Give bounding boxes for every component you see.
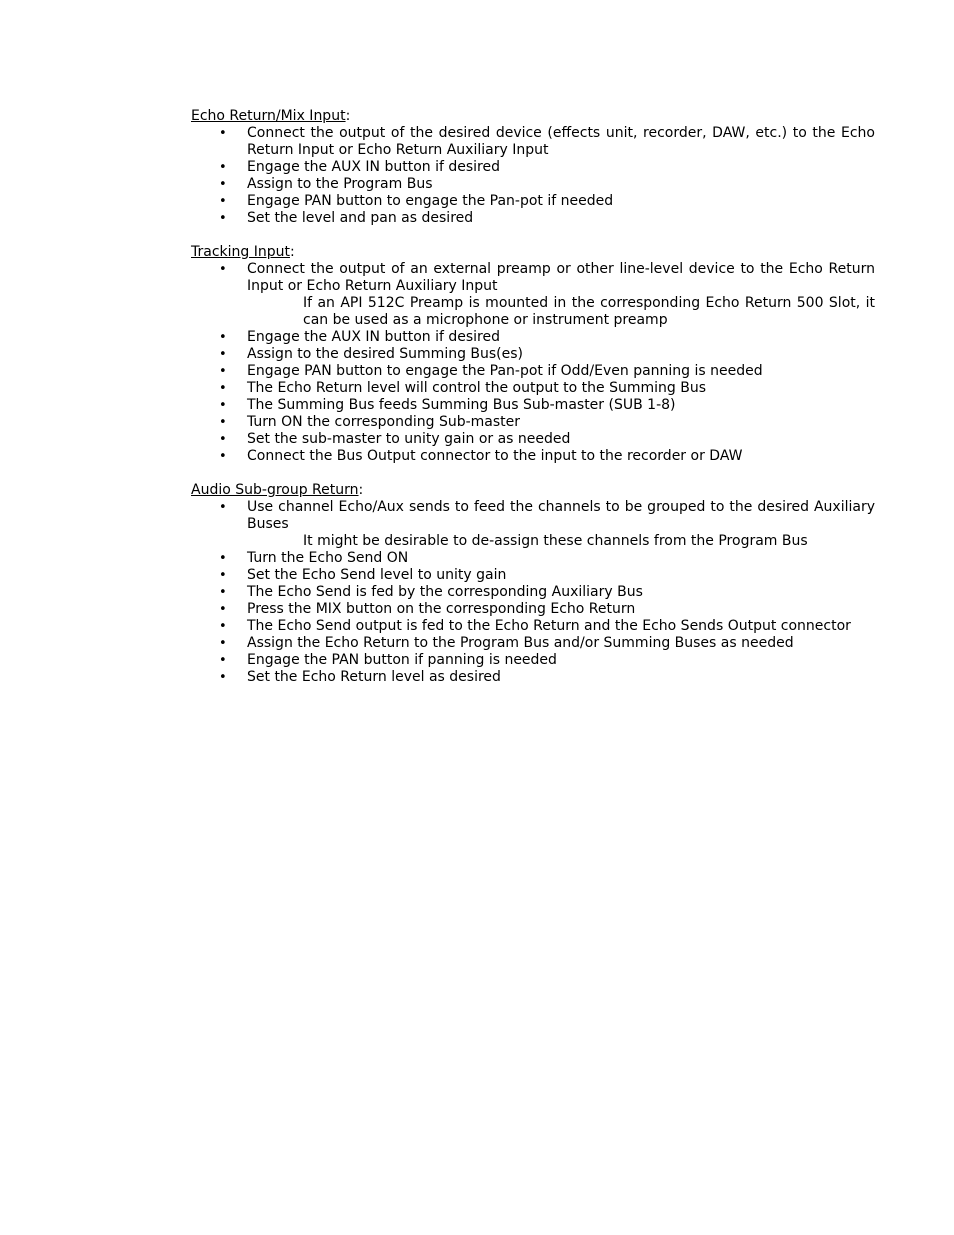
list-item [191, 397, 875, 414]
bullet-icon: • [219, 670, 227, 685]
item-text: Engage the PAN button if panning is needed [247, 652, 557, 668]
heading-colon: : [345, 108, 351, 124]
item-text: The Echo Return level will control the output to the Summing Bus [247, 380, 707, 396]
bullet-icon: • [219, 126, 227, 141]
list-item [191, 584, 875, 601]
item-text: Turn the Echo Send ON [247, 550, 409, 566]
bullet-icon: • [219, 653, 227, 668]
section-heading [191, 108, 875, 125]
section-heading [191, 244, 875, 261]
bullet-icon: • [219, 415, 227, 430]
item-text: Engage the AUX IN button if desired [247, 329, 501, 345]
item-text: Connect the output of an external preamp or other line-level device to the Echo Return Input or Echo Return Auxiliary Input [247, 261, 875, 294]
list-item [191, 329, 875, 346]
bullet-icon: • [219, 398, 227, 413]
list-item [191, 618, 875, 635]
list-item [191, 601, 875, 618]
list-item [191, 567, 875, 584]
item-text: The Echo Send output is fed to the Echo Return and the Echo Sends Output connector [247, 618, 851, 634]
item-text: Connect the Bus Output connector to the input to the recorder or DAW [247, 448, 743, 464]
item-text: Assign to the desired Summing Bus(es) [247, 346, 524, 362]
list-item [191, 125, 875, 159]
bullet-icon: • [219, 449, 227, 464]
section-heading [191, 482, 875, 499]
bullet-icon: • [219, 432, 227, 447]
item-text: Use channel Echo/Aux sends to feed the channels to be grouped to the desired Auxiliary Buses [247, 499, 875, 532]
bullet-icon: • [219, 330, 227, 345]
list-item [191, 669, 875, 686]
list-item [191, 550, 875, 567]
section-tracking-input [191, 244, 875, 465]
bullet-icon: • [219, 500, 227, 515]
item-text: Engage PAN button to engage the Pan-pot if Odd/Even panning is needed [247, 363, 763, 379]
item-text: Set the Echo Return level as desired [247, 669, 501, 685]
item-text: The Echo Send is fed by the corresponding Auxiliary Bus [247, 584, 643, 600]
bullet-icon: • [219, 551, 227, 566]
section-echo-return-mix-input [191, 108, 875, 227]
bullet-list [191, 125, 875, 227]
bullet-icon: • [219, 194, 227, 209]
item-text: Press the MIX button on the corresponding Echo Return [247, 601, 636, 617]
section-audio-sub-group-return [191, 482, 875, 686]
list-item [191, 346, 875, 363]
item-text: Set the level and pan as desired [247, 210, 474, 226]
bullet-icon: • [219, 160, 227, 175]
item-text: Engage PAN button to engage the Pan-pot if needed [247, 193, 614, 209]
bullet-icon: • [219, 619, 227, 634]
section-title: Tracking Input [191, 244, 290, 260]
list-item [191, 380, 875, 397]
bullet-icon: • [219, 636, 227, 651]
item-text: Set the Echo Send level to unity gain [247, 567, 507, 583]
list-item [191, 414, 875, 431]
item-note: If an API 512C Preamp is mounted in the corresponding Echo Return 500 Slot, it can be used as a microphone or instrument preamp [303, 295, 875, 328]
list-item [191, 499, 875, 550]
bullet-icon: • [219, 364, 227, 379]
heading-colon: : [358, 482, 364, 498]
list-item [191, 176, 875, 193]
list-item [191, 363, 875, 380]
bullet-icon: • [219, 177, 227, 192]
bullet-list [191, 261, 875, 465]
list-item [191, 635, 875, 652]
list-item [191, 159, 875, 176]
list-item [191, 431, 875, 448]
item-text: Set the sub-master to unity gain or as needed [247, 431, 571, 447]
bullet-icon: • [219, 602, 227, 617]
item-text: Assign the Echo Return to the Program Bus and/or Summing Buses as needed [247, 635, 794, 651]
heading-colon: : [289, 244, 295, 260]
bullet-icon: • [219, 381, 227, 396]
bullet-icon: • [219, 568, 227, 583]
item-text: Engage the AUX IN button if desired [247, 159, 501, 175]
bullet-icon: • [219, 211, 227, 226]
section-title: Audio Sub-group Return [191, 482, 359, 498]
item-text: The Summing Bus feeds Summing Bus Sub-master (SUB 1-8) [247, 397, 676, 413]
section-title: Echo Return/Mix Input [191, 108, 346, 124]
list-item [191, 261, 875, 329]
bullet-icon: • [219, 262, 227, 277]
bullet-icon: • [219, 347, 227, 362]
list-item [191, 210, 875, 227]
list-item [191, 652, 875, 669]
item-note: It might be desirable to de-assign these channels from the Program Bus [303, 533, 808, 549]
bullet-icon: • [219, 585, 227, 600]
item-text: Turn ON the corresponding Sub-master [247, 414, 521, 430]
bullet-list [191, 499, 875, 686]
item-text: Assign to the Program Bus [247, 176, 433, 192]
document-body [191, 108, 875, 703]
item-text: Connect the output of the desired device (effects unit, recorder, DAW, etc.) to the Echo Return Input or Echo Return Auxiliary Input [247, 125, 875, 158]
list-item [191, 193, 875, 210]
list-item [191, 448, 875, 465]
